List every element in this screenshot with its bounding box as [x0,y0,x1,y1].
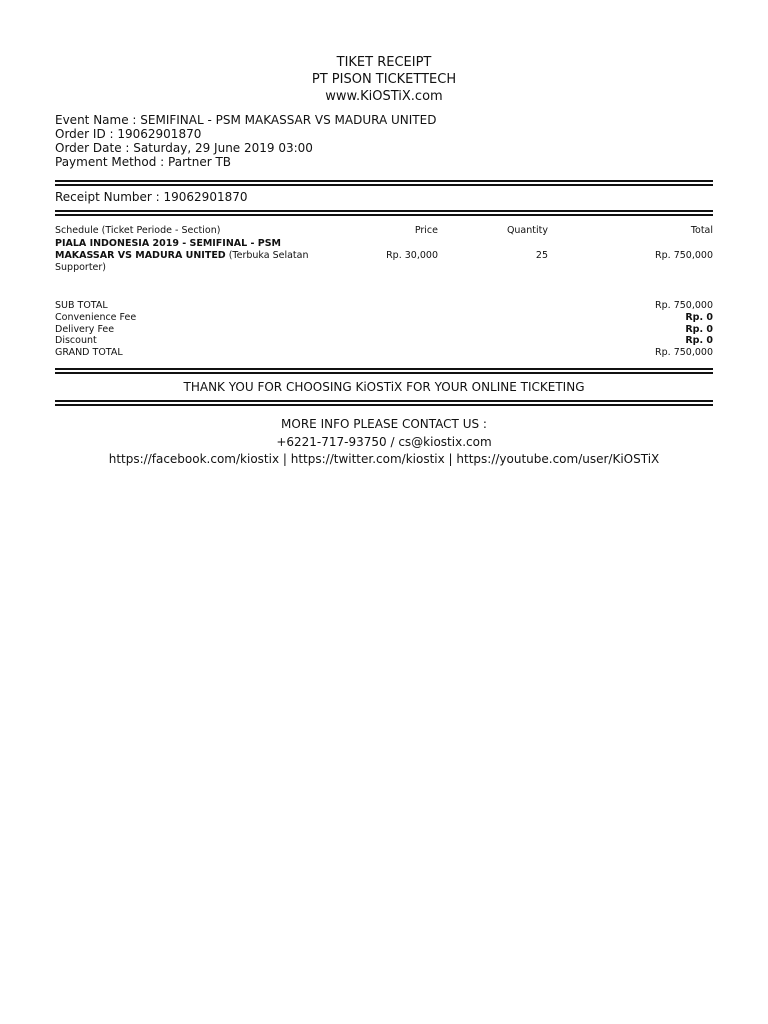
social-links: https://facebook.com/kiostix | https://twitter.com/kiostix | https://youtube.com/user/KiOSTiX [108,452,660,466]
summary-row [55,347,713,359]
order-date: Order Date : Saturday, 29 June 2019 03:00 [55,141,313,155]
receipt-number: Receipt Number : 19062901870 [55,190,248,204]
event-info [55,113,436,169]
convenience-fee-value: Rp. 0 [685,311,713,323]
sub-total-value: Rp. 750,000 [655,300,713,311]
column-header-total: Total [690,225,713,236]
summary-row [55,300,713,312]
discount-label: Discount [55,335,97,347]
ticket-title-line1: PIALA INDONESIA 2019 - SEMIFINAL - PSM [55,238,282,249]
payment-method: Payment Method : Partner TB [55,155,232,169]
grand-total-label: GRAND TOTAL [55,347,123,359]
summary-row [55,312,713,324]
summary-row [55,335,713,347]
ticket-section: (Terbuka Selatan [225,250,309,261]
summary-row [55,324,713,336]
column-header-price: Price [414,225,438,236]
convenience-fee-label: Convenience Fee [55,311,137,323]
sub-total-label: SUB TOTAL [55,300,108,311]
delivery-fee-value: Rp. 0 [685,323,713,335]
order-id: Order ID : 19062901870 [55,127,202,141]
table-header-row [55,225,713,237]
receipt-title: TIKET RECEIPT [336,55,432,70]
contact-phone-email: +6221-717-93750 / cs@kiostix.com [276,434,492,449]
divider [55,368,713,374]
discount-value: Rp. 0 [685,335,713,347]
contact-info [55,416,713,469]
event-name: Event Name : SEMIFINAL - PSM MAKASSAR VS MADURA UNITED [55,113,437,127]
ticket-title-line2: MAKASSAR VS MADURA UNITED [55,250,226,261]
divider [55,210,713,216]
delivery-fee-label: Delivery Fee [55,323,115,335]
column-header-quantity: Quantity [506,225,548,236]
company-name: PT PISON TICKETTECH [311,72,457,87]
more-info-heading: MORE INFO PLEASE CONTACT US : [281,417,487,431]
ticket-section-cont: Supporter) [55,262,107,273]
ticket-total: Rp. 750,000 [655,250,713,261]
summary-section [55,300,713,359]
ticket-schedule [55,238,325,274]
ticket-price: Rp. 30,000 [386,250,438,261]
grand-total-value: Rp. 750,000 [655,347,713,359]
company-website: www.KiOSTiX.com [325,89,443,104]
divider [55,400,713,406]
divider [55,180,713,186]
ticket-quantity: 25 [535,250,548,261]
column-header-schedule: Schedule (Ticket Periode - Section) [55,225,221,236]
thank-you-message: THANK YOU FOR CHOOSING KiOSTiX FOR YOUR ONLINE TICKETING [183,380,585,394]
receipt-header [55,54,713,105]
